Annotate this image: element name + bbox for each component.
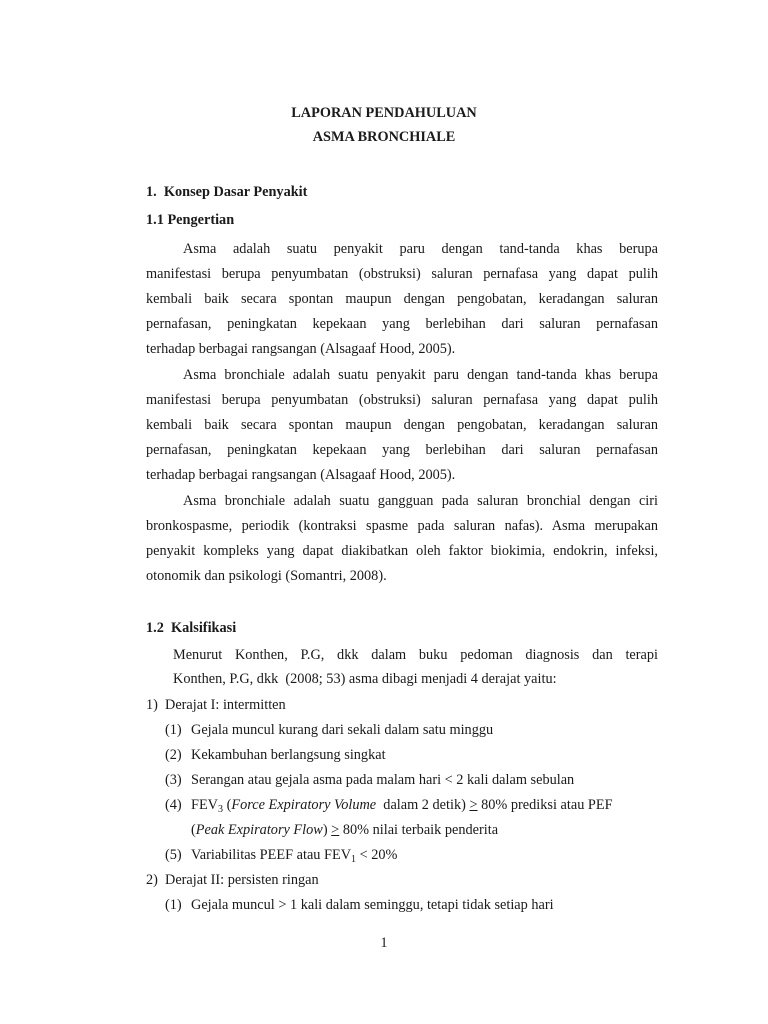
section-1-2-number: 1.2 — [146, 620, 164, 636]
paragraph-1-line-3: kembali baik secara spontan maupun dengan pengobatan, keradangan saluran — [146, 291, 658, 307]
degree-1-item-5 — [165, 846, 397, 864]
fev-subscript: 3 — [218, 804, 224, 815]
item4-text-e: ( — [191, 822, 196, 838]
paragraph-3-line-3: penyakit kompleks yang dapat diakibatkan oleh faktor biokimia, endokrin, infeksi, — [146, 543, 658, 559]
fev-subscript: 1 — [351, 854, 357, 865]
item4-text-b: ( — [223, 797, 232, 813]
item4-text-d: 80% prediksi atau PEF — [477, 797, 613, 813]
degree-1-item-4-continued — [191, 821, 498, 839]
section-1-1-heading: 1.1 Pengertian — [146, 212, 235, 228]
item-number: (2) — [165, 747, 182, 763]
item-text: Kekambuhan berlangsung singkat — [191, 747, 386, 763]
paragraph-1-line-5: terhadap berbagai rangsangan (Alsagaaf Hood, 2005). — [146, 341, 456, 357]
document-title-line2: ASMA BRONCHIALE — [312, 129, 456, 145]
ge-symbol: > — [331, 822, 340, 838]
force-expiratory-volume: Force Expiratory Volume — [231, 797, 377, 813]
ge-symbol: > — [469, 797, 478, 813]
item4-text-f: ) — [322, 822, 332, 838]
degree-2-item-1 — [165, 896, 554, 914]
degree-1-item-1 — [165, 721, 493, 739]
paragraph-3-line-1: Asma bronchiale adalah suatu gangguan pada saluran bronchial dengan ciri — [183, 493, 658, 509]
fev-label: FEV — [191, 797, 219, 813]
degree-1-item-4 — [165, 796, 613, 814]
degree-1-label: Derajat I: intermitten — [165, 697, 286, 713]
paragraph-3-line-4: otonomik dan psikologi (Somantri, 2008). — [146, 568, 387, 584]
item4-text-c: dalam 2 detik) — [376, 797, 470, 813]
paragraph-2-line-5: terhadap berbagai rangsangan (Alsagaaf Hood, 2005). — [146, 467, 456, 483]
item-text: Serangan atau gejala asma pada malam hari < 2 kali dalam sebulan — [191, 772, 575, 788]
degree-1 — [146, 696, 286, 714]
paragraph-2-line-2: manifestasi berupa penyumbatan (obstruksi) saluran pernafasa yang dapat pulih — [146, 392, 658, 408]
paragraph-1-line-2: manifestasi berupa penyumbatan (obstruksi) saluran pernafasa yang dapat pulih — [146, 266, 658, 282]
classification-intro-line-2: Konthen, P.G, dkk (2008; 53) asma dibagi menjadi 4 derajat yaitu: — [173, 671, 557, 687]
item-number: (1) — [165, 897, 182, 913]
section-1-2-title: Kalsifikasi — [171, 620, 237, 636]
degree-2-number: 2) — [146, 872, 158, 888]
item-number: (5) — [165, 847, 182, 863]
paragraph-3-line-2: bronkospasme, periodik (kontraksi spasme pada saluran nafas). Asma merupakan — [146, 518, 658, 534]
item-text: Gejala muncul kurang dari sekali dalam satu minggu — [191, 722, 494, 738]
paragraph-1-line-4: pernafasan, peningkatan kepekaan yang berlebihan dari saluran pernafasan — [146, 316, 658, 332]
paragraph-2-line-1: Asma bronchiale adalah suatu penyakit paru dengan tand-tanda khas berupa — [183, 367, 658, 383]
section-1-number: 1. — [146, 184, 157, 200]
degree-1-item-2 — [165, 746, 386, 764]
degree-1-item-3 — [165, 771, 574, 789]
item-number: (4) — [165, 797, 182, 813]
item4-text-g: 80% nilai terbaik penderita — [339, 822, 499, 838]
document-title-line1: LAPORAN PENDAHULUAN — [291, 105, 477, 121]
item5-text-a: Variabilitas PEEF atau FEV — [191, 847, 352, 863]
paragraph-1-line-1: Asma adalah suatu penyakit paru dengan tand-tanda khas berupa — [183, 241, 658, 257]
degree-2-label: Derajat II: persisten ringan — [165, 872, 319, 888]
paragraph-2-line-4: pernafasan, peningkatan kepekaan yang berlebihan dari saluran pernafasan — [146, 442, 658, 458]
degree-1-number: 1) — [146, 697, 158, 713]
section-1-heading — [146, 183, 307, 201]
section-1-title: Konsep Dasar Penyakit — [163, 184, 308, 200]
paragraph-2-line-3: kembali baik secara spontan maupun dengan pengobatan, keradangan saluran — [146, 417, 658, 433]
item-text: Gejala muncul > 1 kali dalam seminggu, tetapi tidak setiap hari — [191, 897, 554, 913]
degree-2 — [146, 871, 319, 889]
item-number: (3) — [165, 772, 182, 788]
section-1-2-heading — [146, 619, 236, 637]
peak-expiratory-flow: Peak Expiratory Flow — [195, 822, 323, 838]
classification-intro-line-1: Menurut Konthen, P.G, dkk dalam buku pedoman diagnosis dan terapi — [173, 647, 658, 663]
item-number: (1) — [165, 722, 182, 738]
page-number: 1 — [380, 935, 388, 951]
item5-text-b: < 20% — [356, 847, 398, 863]
